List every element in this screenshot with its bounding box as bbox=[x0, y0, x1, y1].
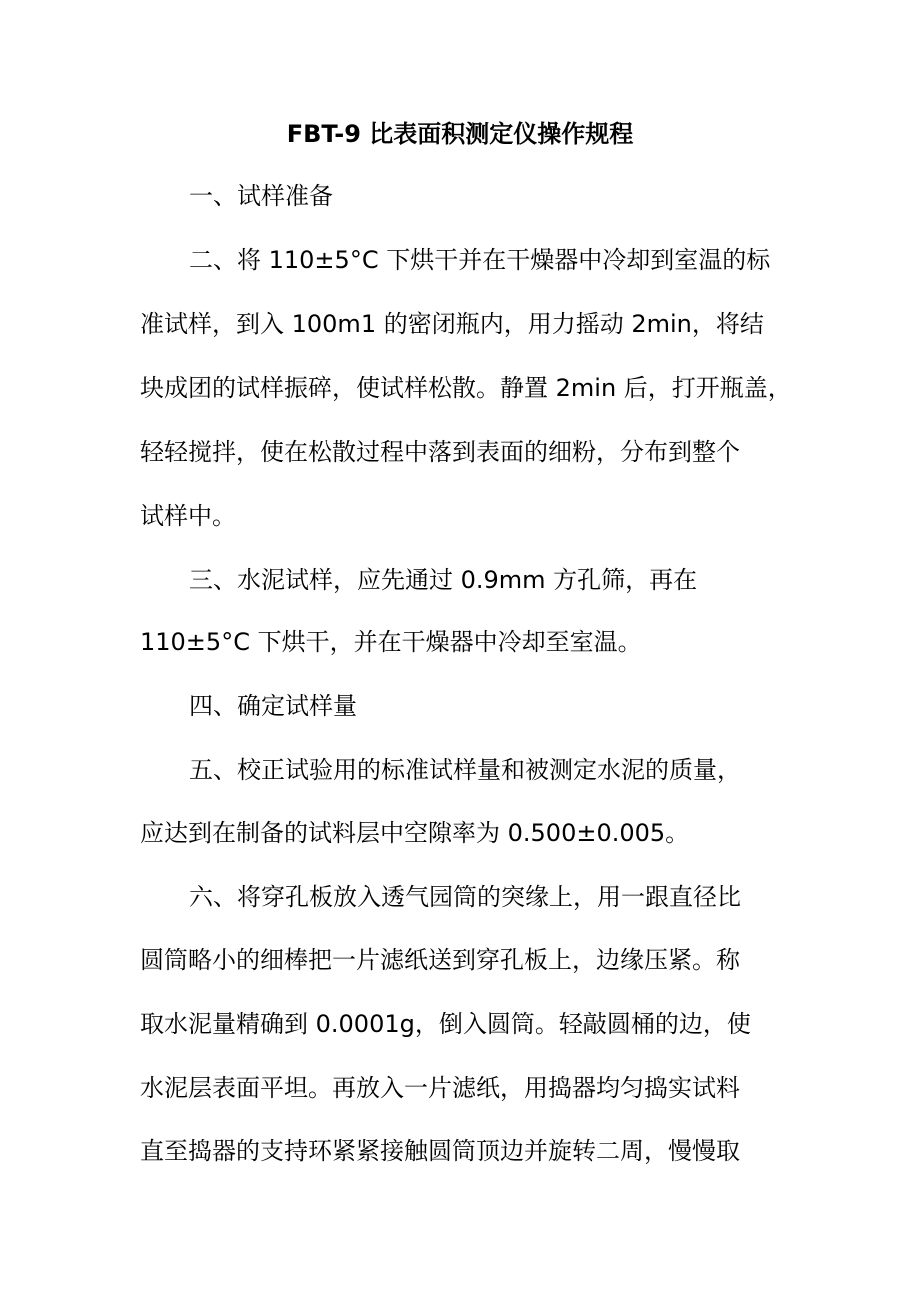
paragraph-line: 圆筒略小的细棒把一片滤纸送到穿孔板上，边缘压紧。称 bbox=[140, 946, 740, 974]
paragraph-line: 水泥层表面平坦。再放入一片滤纸，用捣器均匀捣实试料 bbox=[140, 1074, 740, 1102]
paragraph-line: 轻轻搅拌，使在松散过程中落到表面的细粉，分布到整个 bbox=[140, 438, 740, 466]
heading-sample-preparation: 一、试样准备 bbox=[189, 182, 333, 210]
paragraph-line: 试样中。 bbox=[140, 502, 236, 530]
paragraph-line: 取水泥量精确到 0.0001g，倒入圆筒。轻敲圆桶的边，使 bbox=[140, 1010, 751, 1038]
heading-determine-sample-amount: 四、确定试样量 bbox=[189, 692, 357, 720]
paragraph-line: 直至捣器的支持环紧紧接触圆筒顶边并旋转二周，慢慢取 bbox=[140, 1137, 740, 1165]
paragraph-line: 110±5°C 下烘干，并在干燥器中冷却至室温。 bbox=[140, 628, 642, 656]
paragraph-line: 二、将 110±5°C 下烘干并在干燥器中冷却到室温的标 bbox=[189, 246, 771, 274]
paragraph-line: 准试样，到入 100m1 的密闭瓶内，用力摇动 2min，将结 bbox=[140, 310, 764, 338]
paragraph-line: 块成团的试样振碎，使试样松散。静置 2min 后，打开瓶盖， bbox=[140, 374, 792, 402]
paragraph-line: 五、校正试验用的标准试样量和被测定水泥的质量， bbox=[189, 756, 741, 784]
paragraph-line: 应达到在制备的试料层中空隙率为 0.500±0.005。 bbox=[140, 819, 690, 847]
paragraph-line: 三、水泥试样，应先通过 0.9mm 方孔筛，再在 bbox=[189, 566, 698, 594]
document-title: FBT-9 比表面积测定仪操作规程 bbox=[286, 120, 634, 148]
paragraph-line: 六、将穿孔板放入透气园筒的突缘上，用一跟直径比 bbox=[189, 883, 741, 911]
